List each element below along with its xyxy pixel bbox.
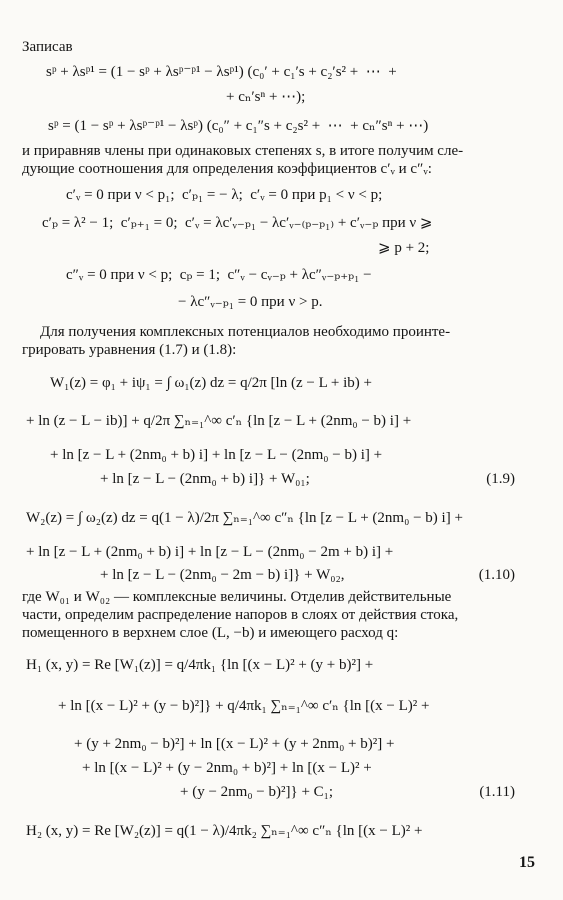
equation-line: H₁ (x, y) = Re [W₁(z)] = q/4πk₁ {ln [(x − L)² + (y + b)²] + bbox=[26, 657, 374, 673]
page-number: 15 bbox=[519, 854, 535, 871]
equation-line: H₂ (x, y) = Re [W₂(z)] = q(1 − λ)/4πk₂ ∑ₙ₌₁^∞ c″ₙ {ln [(x − L)² + bbox=[26, 823, 423, 839]
text-line: части, определим распределение напоров в слоях от действия стока, bbox=[22, 607, 459, 623]
equation-line: c′ₚ = λ² − 1; c′ₚ₊₁ = 0; c′ᵥ = λc′ᵥ₋ₚ₁ − λc′ᵥ₋₍ₚ₋ₚ₁₎ + c′ᵥ₋ₚ при ν ⩾ bbox=[42, 215, 433, 231]
equation-line: + ln [z − L − (2nm₀ + b) i]} + W₀₁; bbox=[100, 471, 310, 487]
equation-line: c′ᵥ = 0 при ν < p₁; c′ₚ₁ = − λ; c′ᵥ = 0 при p₁ < ν < p; bbox=[66, 187, 383, 203]
text-line: где W₀₁ и W₀₂ — комплексные величины. Отделив действительные bbox=[22, 589, 452, 605]
equation-line: − λc″ᵥ₋ₚ₁ = 0 при ν > p. bbox=[178, 294, 323, 310]
equation-number: (1.10) bbox=[478, 567, 515, 583]
equation-line: + (y + 2nm₀ − b)²] + ln [(x − L)² + (y + 2nm₀ + b)²] + bbox=[74, 736, 395, 752]
equation-line: W₁(z) = φ₁ + iψ₁ = ∫ ω₁(z) dz = q/2π [ln (z − L + ib) + bbox=[50, 375, 373, 391]
equation-number: (1.9) bbox=[486, 471, 515, 487]
equation-line: W₂(z) = ∫ ω₂(z) dz = q(1 − λ)/2π ∑ₙ₌₁^∞ c″ₙ {ln [z − L + (2nm₀ − b) i] + bbox=[26, 510, 463, 526]
equation-line: + cₙ′sⁿ + ⋯); bbox=[226, 89, 306, 105]
equation-number: (1.11) bbox=[479, 784, 515, 800]
equation-line: sᵖ + λsᵖ¹ = (1 − sᵖ + λsᵖ⁻ᵖ¹ − λsᵖ¹) (c₀′ + c₁′s + c₂′s² + ⋯ + bbox=[46, 64, 397, 80]
text-line: Записав bbox=[22, 39, 73, 55]
text-line: Для получения комплексных потенциалов необходимо проинте- bbox=[40, 324, 451, 340]
text-line: и приравняв члены при одинаковых степенях s, в итоге получим сле- bbox=[22, 143, 464, 159]
equation-line: sᵖ = (1 − sᵖ + λsᵖ⁻ᵖ¹ − λsᵖ) (c₀″ + c₁″s + c₂s² + ⋯ + cₙ″sⁿ + ⋯) bbox=[48, 118, 429, 134]
text-line: грировать уравнения (1.7) и (1.8): bbox=[22, 342, 237, 358]
equation-line: ⩾ p + 2; bbox=[378, 240, 430, 256]
equation-line: + ln [(x − L)² + (y − 2nm₀ + b)²] + ln [(x − L)² + bbox=[82, 760, 372, 776]
equation-line: + ln [z − L − (2nm₀ − 2m − b) i]} + W₀₂, bbox=[100, 567, 345, 583]
equation-line: + (y − 2nm₀ − b)²]} + C₁; bbox=[180, 784, 334, 800]
equation-line: + ln [(x − L)² + (y − b)²]} + q/4πk₁ ∑ₙ₌₁^∞ c′ₙ {ln [(x − L)² + bbox=[58, 698, 430, 714]
text-line: помещенного в верхнем слое (L, −b) и имеющего расход q: bbox=[22, 625, 399, 641]
equation-line: + ln [z − L + (2nm₀ + b) i] + ln [z − L − (2nm₀ − 2m + b) i] + bbox=[26, 544, 394, 560]
text-line: дующие соотношения для определения коэффициентов c′ᵥ и c″ᵥ: bbox=[22, 161, 432, 177]
equation-line: + ln (z − L − ib)] + q/2π ∑ₙ₌₁^∞ c′ₙ {ln [z − L + (2nm₀ − b) i] + bbox=[26, 413, 412, 429]
equation-line: + ln [z − L + (2nm₀ + b) i] + ln [z − L − (2nm₀ − b) i] + bbox=[50, 447, 383, 463]
equation-line: c″ᵥ = 0 при ν < p; cₚ = 1; c″ᵥ − cᵥ₋ₚ + λc″ᵥ₋ₚ₊ₚ₁ − bbox=[66, 267, 372, 283]
